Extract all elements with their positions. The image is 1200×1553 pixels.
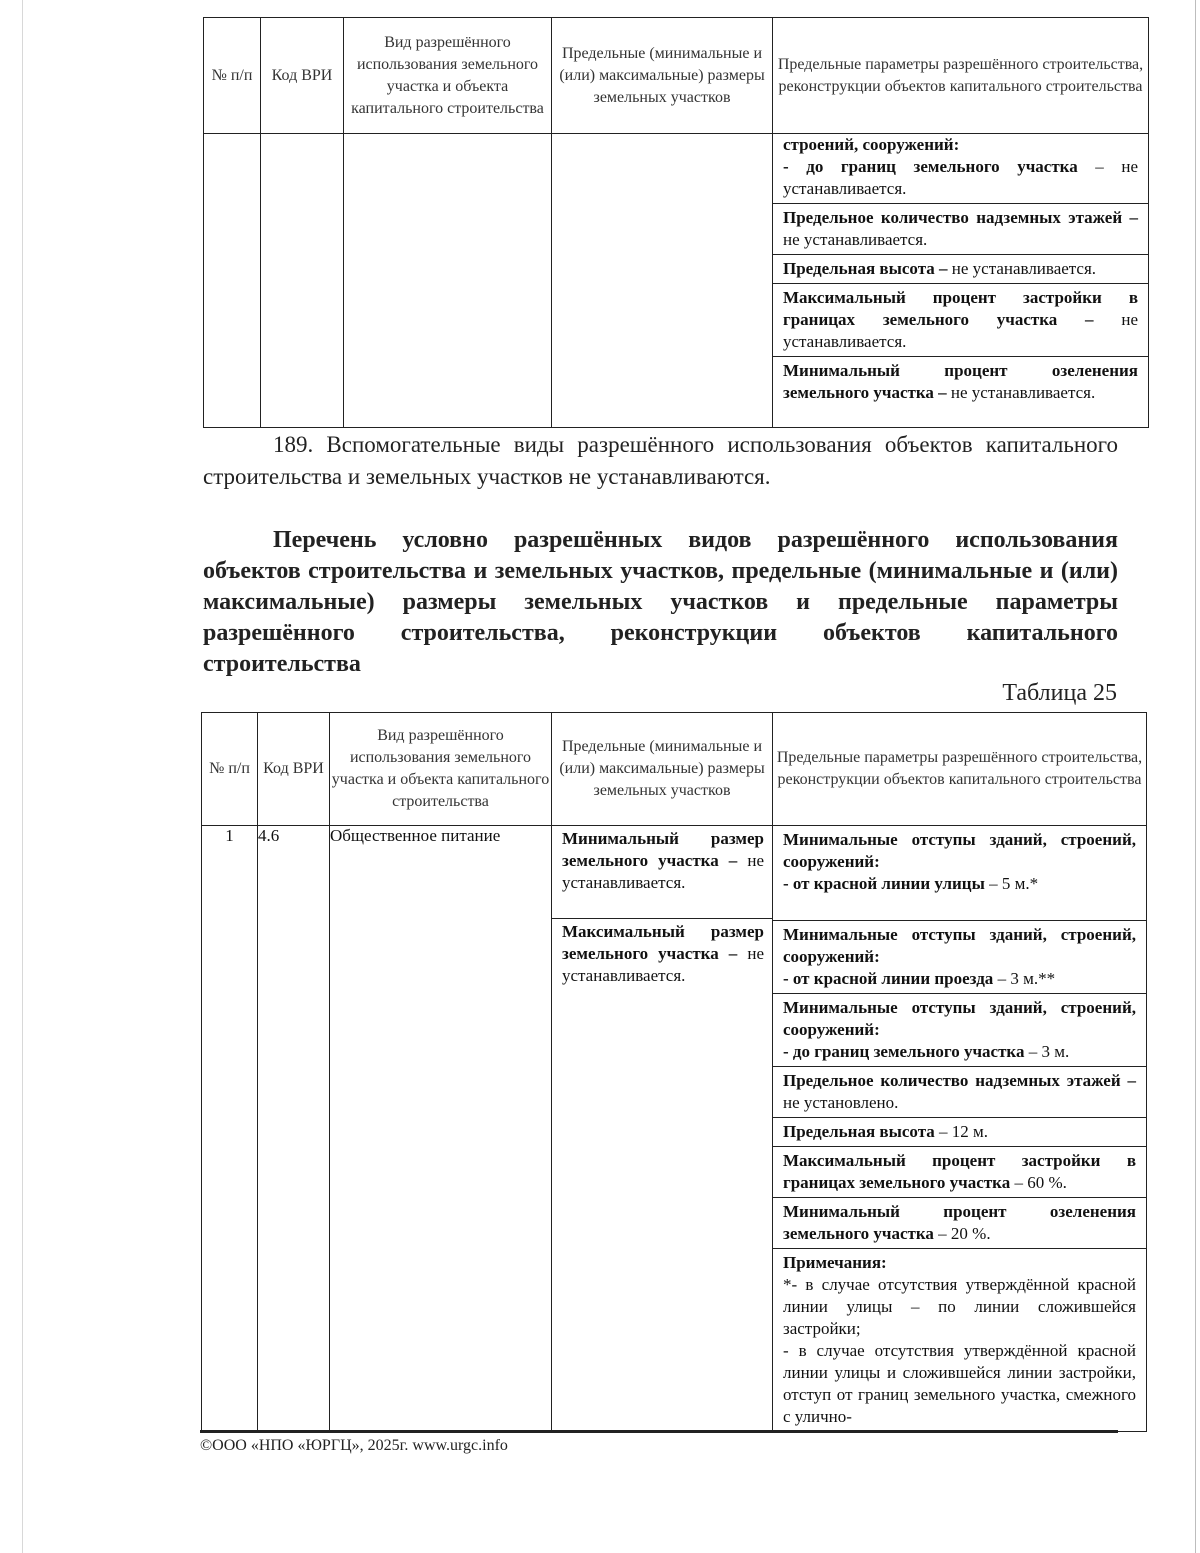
- cell-sizes: [552, 826, 773, 1432]
- size-min: Минимальный размер земельного участка – не устанавливается.: [562, 829, 764, 892]
- header-params: Предельные параметры разрешённого строительства, реконструкции объектов капитального строительства: [773, 713, 1147, 826]
- cell-params: [773, 134, 1149, 428]
- header-sizes: Предельные (минимальные и (или) максимальные) размеры земельных участков: [552, 713, 773, 826]
- table-25: [201, 712, 1147, 1432]
- paragraph-189: 189. Вспомогательные виды разрешённого использования объектов капитального строительства и земельных участков не устанавливаются.: [203, 432, 1118, 489]
- param-notes: Примечания: *- в случае отсутствия утверждённой красной линии улицы – по линии сложившейся застройки; - в случае отсутствия утверждённой красной линии улицы и сложившейся линии застройки, отступ от границ земельного участка, смежного с улично-: [773, 1248, 1146, 1431]
- param-min-greening: Минимальный процент озеленения земельного участка – 20 %.: [773, 1197, 1146, 1248]
- param-min-greening: Минимальный процент озеленения земельного участка – не устанавливается.: [773, 356, 1148, 407]
- table-header-row: [204, 18, 1149, 134]
- table-row: [202, 826, 1147, 1432]
- param-max-coverage: Максимальный процент застройки в границах земельного участка – 60 %.: [773, 1146, 1146, 1197]
- cell-params: [773, 826, 1147, 1432]
- cell-sizes: [552, 134, 773, 428]
- header-code: Код ВРИ: [258, 713, 330, 826]
- cell-code: [261, 134, 344, 428]
- scan-left-edge: [22, 0, 23, 1553]
- param-setback-passage: Минимальные отступы зданий, строений, сооружений: - от красной линии проезда – 3 м.**: [773, 920, 1146, 993]
- header-params: Предельные параметры разрешённого строительства, реконструкции объектов капитального строительства: [773, 18, 1149, 134]
- table-continued: [203, 17, 1149, 428]
- cell-name: [344, 134, 552, 428]
- cell-num: [204, 134, 261, 428]
- header-use-type: Вид разрешённого использования земельного участка и объекта капитального строительства: [344, 18, 552, 134]
- param-height: Предельная высота – 12 м.: [773, 1117, 1146, 1146]
- cell-num: 1: [202, 826, 258, 1432]
- size-max: Максимальный размер земельного участка – не устанавливается.: [552, 918, 772, 989]
- header-num: № п/п: [202, 713, 258, 826]
- footer-copyright: ©ООО «НПО «ЮРГЦ», 2025г. www.urgc.info: [200, 1437, 508, 1454]
- cell-name: Общественное питание: [330, 826, 552, 1432]
- header-code: Код ВРИ: [261, 18, 344, 134]
- scan-right-edge: [1195, 0, 1196, 1553]
- param-floors: Предельное количество надземных этажей – не установлено.: [773, 1066, 1146, 1117]
- param-setback-boundary: Минимальные отступы зданий, строений, сооружений: - до границ земельного участка – 3 м.: [773, 993, 1146, 1066]
- header-use-type: Вид разрешённого использования земельного участка и объекта капитального строительства: [330, 713, 552, 826]
- footer-rule: [200, 1430, 1118, 1433]
- table-label: Таблица 25: [1002, 680, 1117, 706]
- table-header-row: [202, 713, 1147, 826]
- param-floors: Предельное количество надземных этажей – не устанавливается.: [773, 203, 1148, 254]
- header-num: № п/п: [204, 18, 261, 134]
- param-height: Предельная высота – не устанавливается.: [773, 254, 1148, 283]
- param-max-coverage: Максимальный процент застройки в границах земельного участка – не устанавливается.: [773, 283, 1148, 356]
- header-sizes: Предельные (минимальные и (или) максимальные) размеры земельных участков: [552, 18, 773, 134]
- param-setback-boundary: строений, сооружений: - до границ земельного участка – не устанавливается.: [783, 135, 1138, 198]
- table-row: [204, 134, 1149, 428]
- cell-code: 4.6: [258, 826, 330, 1432]
- param-setback-street: Минимальные отступы зданий, строений, сооружений: - от красной линии улицы – 5 м.*: [783, 830, 1136, 893]
- section-heading: Перечень условно разрешённых видов разрешённого использования объектов строительства и земельных участков, предельные (минимальные и (или) максимальные) размеры земельных участков и предельные параметры разрешённого строительства, реконструкции объектов капитального строительства: [203, 527, 1118, 677]
